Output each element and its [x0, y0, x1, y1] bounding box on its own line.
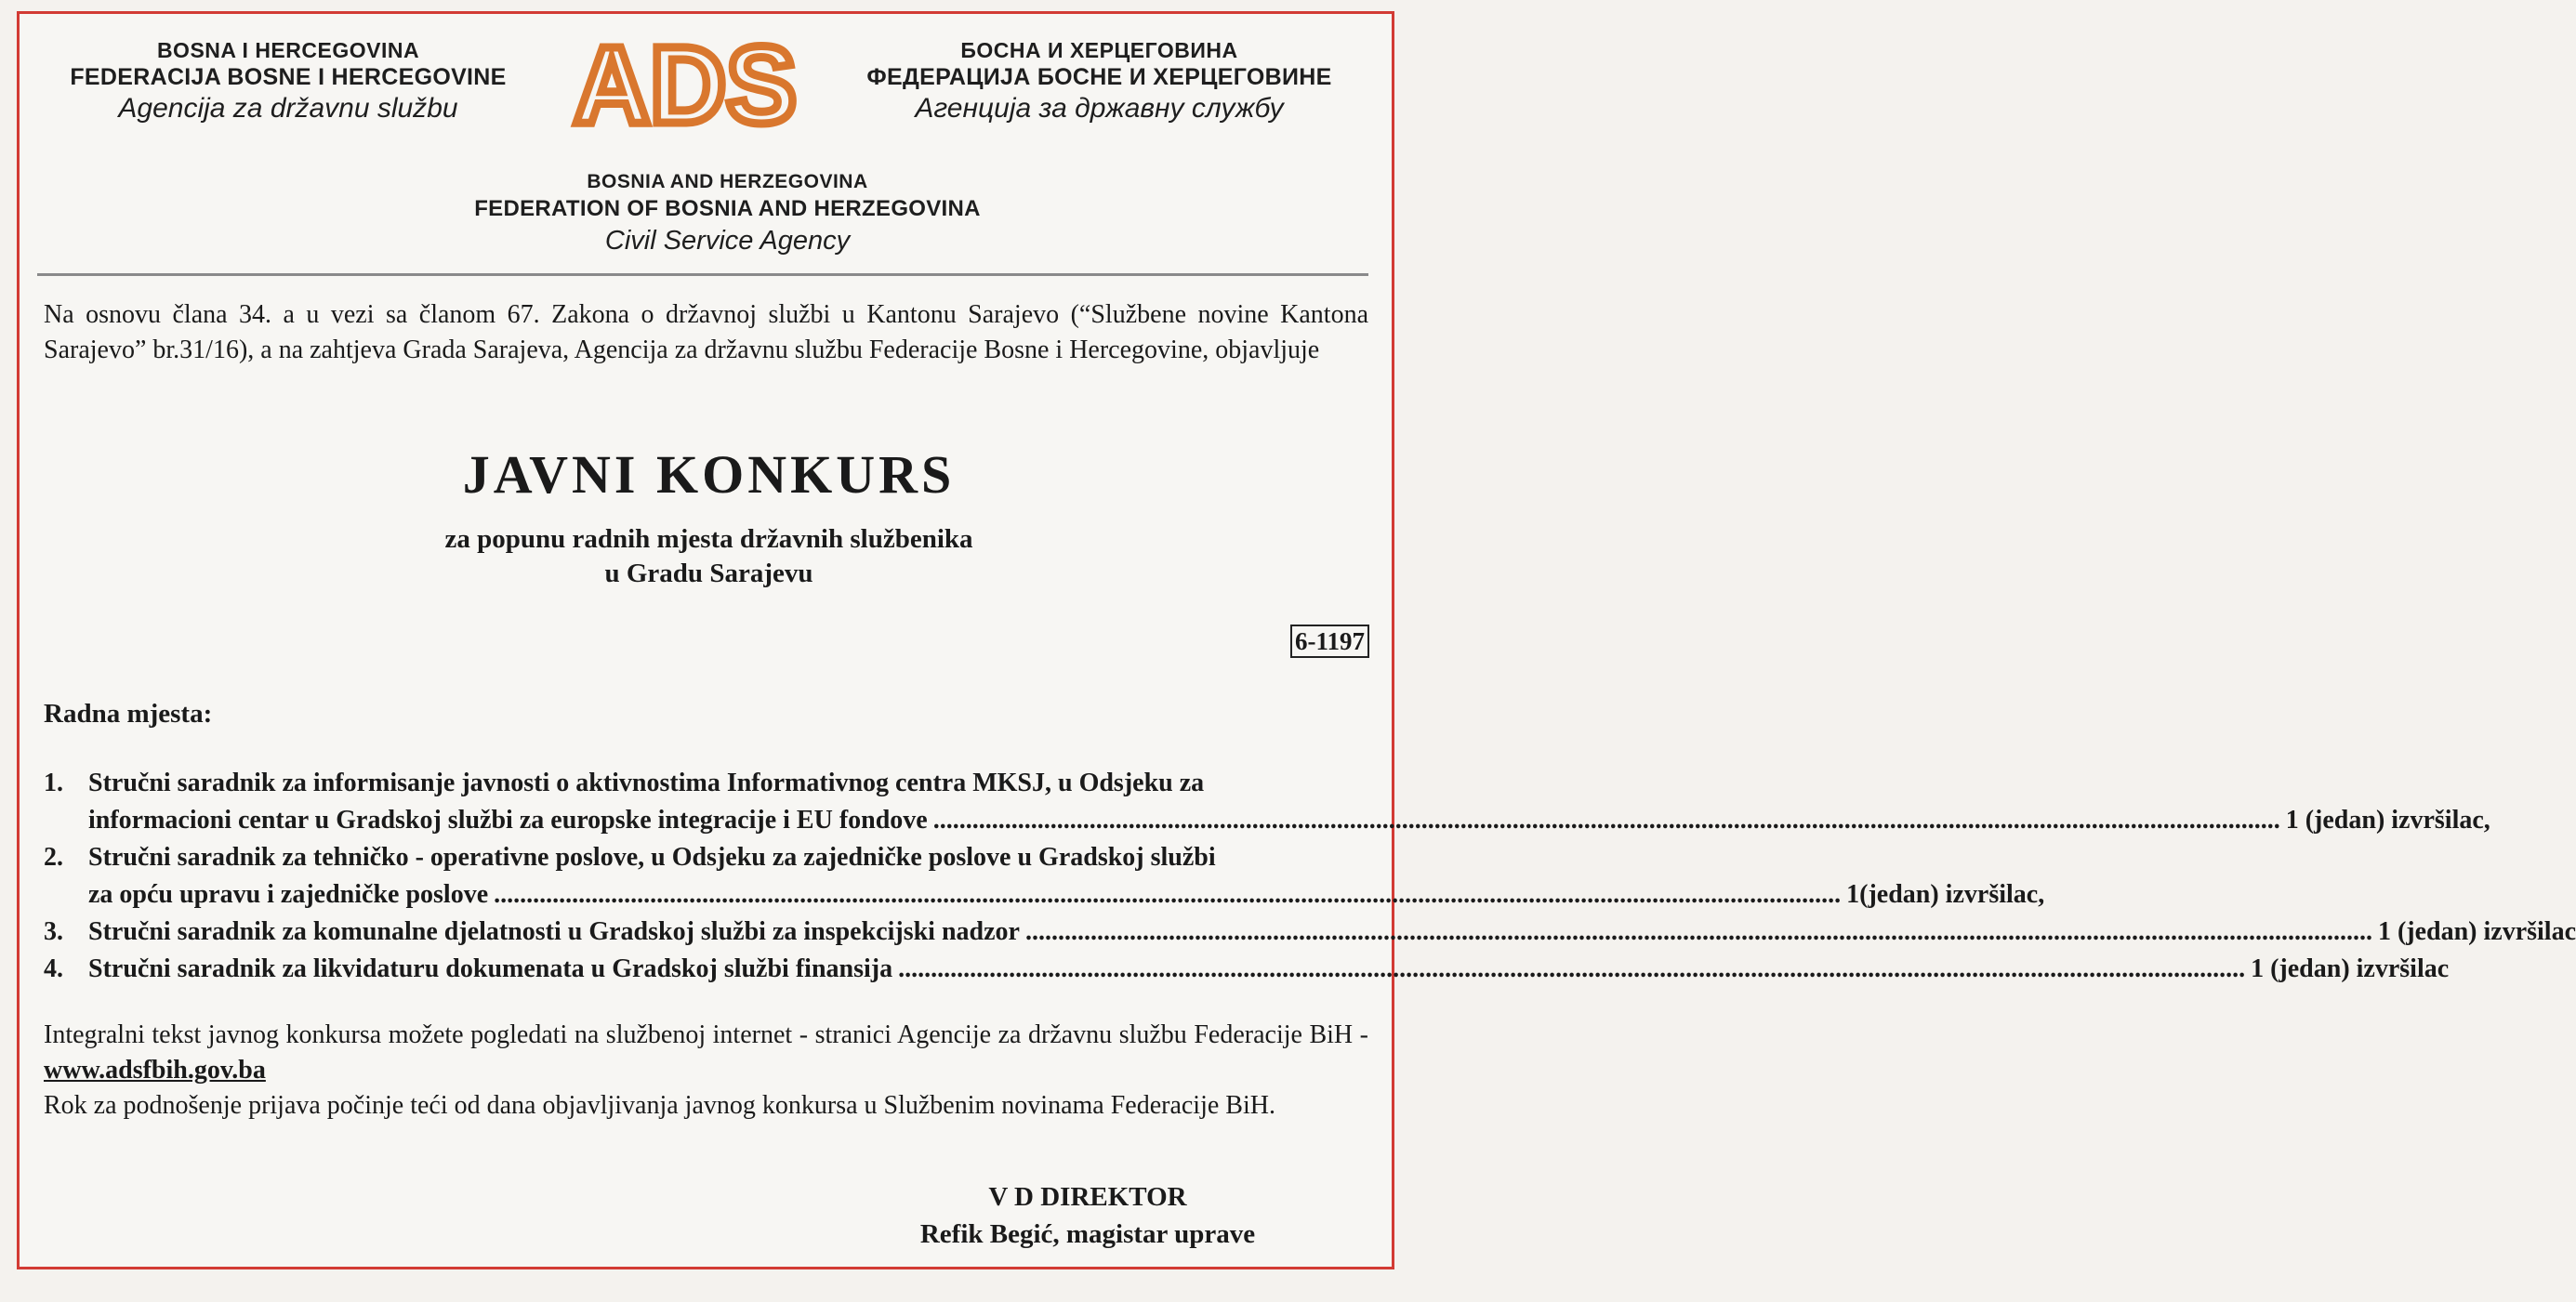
item-text: Stručni saradnik za likvidaturu dokumenata u Gradskoj službi finansija	[88, 954, 893, 983]
notice-subtitle	[0, 522, 1418, 591]
header-center-agency: Civil Service Agency	[604, 226, 851, 256]
list-item	[44, 951, 2450, 988]
list-item	[44, 765, 2490, 839]
item-number: 1.	[44, 769, 63, 797]
outro-paragraph-1	[44, 1018, 1368, 1088]
item-number: 3.	[44, 917, 63, 946]
dot-leader	[494, 876, 1841, 914]
notice-title: JAVNI KONKURS	[462, 444, 956, 505]
list-item	[44, 914, 2576, 951]
item-count: 1(jedan) izvršilac,	[1846, 880, 2045, 909]
item-text: Stručni saradnik za informisanje javnosti o aktivnostima Informativnog centra MKSJ, u Odsjeku za	[88, 769, 1205, 797]
item-count: 1 (jedan) izvršilac	[2251, 954, 2450, 983]
ads-logo-text: ADS	[574, 24, 797, 147]
outro-paragraph-2: Rok za podnošenje prijava počinje teći od dana objavljivanja javnog konkursa u Službenim novinama Federacije BiH.	[44, 1091, 1275, 1120]
header-left-federation: FEDERACIJA BOSNE I HERCEGOVINE	[70, 64, 507, 90]
agency-website-link[interactable]: www.adsfbih.gov.ba	[44, 1056, 266, 1085]
item-text: informacioni centar u Gradskoj službi za europske integracije i EU fondove	[88, 806, 928, 835]
outro-text	[44, 1018, 1368, 1124]
notice-code: 6-1197	[1290, 625, 1369, 658]
intro-paragraph: Na osnovu člana 34. a u vezi sa članom 67. Zakona o državnoj službi u Kantonu Sarajevo (“Službene novine Kantona Sarajevo” br.31/16), a na zahtjeva Grada Sarajeva, Agencija za državnu službu Federacije Bosne i Hercegovine, objavljuje	[44, 300, 1368, 364]
header-center-federation: FEDERATION OF BOSNIA AND HERZEGOVINA	[474, 196, 981, 221]
header-left-agency: Agencija za državnu službu	[118, 93, 458, 124]
outro-text-1: Integralni tekst javnog konkursa možete pogledati na službenoj internet - stranici Agencije za državnu službu Federacije BiH -	[44, 1020, 1368, 1049]
item-text: Stručni saradnik za komunalne djelatnosti u Gradskoj službi za inspekcijski nadzor	[88, 917, 1020, 946]
dot-leader	[1025, 914, 2372, 951]
header-right	[832, 37, 1367, 126]
header-left-country: BOSNA I HERCEGOVINA	[156, 38, 420, 62]
header-divider	[37, 273, 1368, 276]
header-center-country: BOSNIA AND HERZEGOVINA	[587, 171, 868, 192]
header-left	[37, 37, 539, 126]
item-count: 1 (jedan) izvršilac,	[2285, 806, 2490, 835]
item-count: 1 (jedan) izvršilac	[2377, 917, 2576, 946]
subtitle-line-2: u Gradu Sarajevu	[604, 559, 813, 588]
item-number: 2.	[44, 843, 63, 872]
section-heading: Radna mjesta:	[44, 699, 213, 729]
header-right-country: БОСНА И ХЕРЦЕГОВИНА	[960, 38, 1238, 62]
list-item	[44, 839, 2045, 914]
dot-leader	[898, 951, 2245, 988]
item-text: Stručni saradnik za tehničko - operativne poslove, u Odsjeku za zajedničke poslove u Gradskoj službi	[88, 843, 1216, 872]
subtitle-line-1: za popunu radnih mjesta državnih službenika	[444, 524, 973, 554]
signature-block	[865, 1178, 1311, 1253]
header-right-federation: ФЕДЕРАЦИЈА БОСНЕ И ХЕРЦЕГОВИНЕ	[866, 64, 1332, 90]
header-center	[409, 169, 1046, 258]
header-right-agency: Агенција за државну службу	[915, 93, 1284, 124]
signature-title: V D DIREKTOR	[988, 1182, 1187, 1212]
dot-leader	[933, 802, 2280, 839]
ads-logo	[567, 24, 804, 147]
positions-list	[44, 765, 2576, 988]
item-text: za opću upravu i zajedničke poslove	[88, 880, 489, 909]
item-number: 4.	[44, 954, 63, 983]
signature-name: Refik Begić, magistar uprave	[919, 1219, 1256, 1249]
